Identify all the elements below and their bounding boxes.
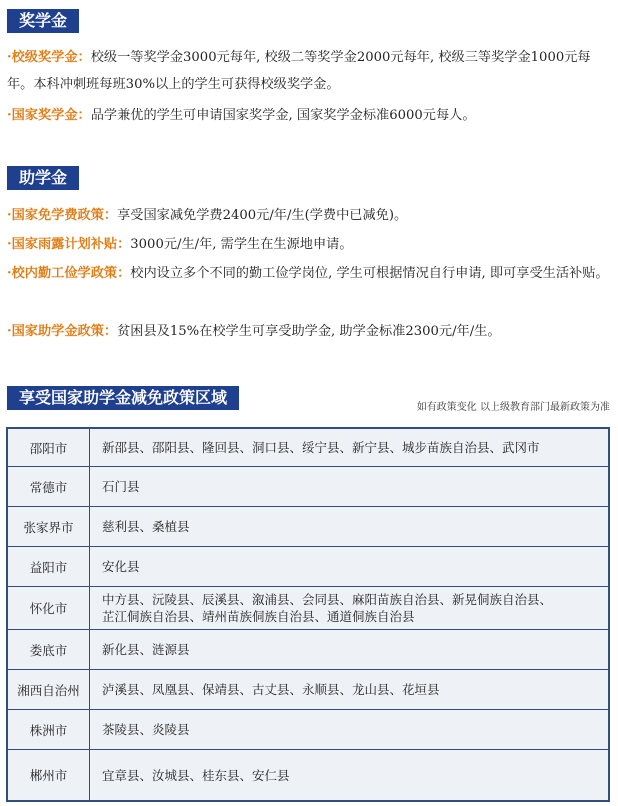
scholarship-item-national [7,102,613,129]
county-cell [90,630,608,669]
county-line: 安化县 [102,559,140,574]
city-cell: 娄底市 [8,630,90,669]
county-cell [90,670,608,709]
table-row [8,710,608,750]
scholarship-item-text: 品学兼优的学生可申请国家奖学金, 国家奖学金标准6000元每人。 [90,108,476,123]
county-cell [90,507,608,546]
scholarship-item-text: 校级一等奖学金3000元每年, 校级二等奖学金2000元每年, 校级三等奖学金1000元每年。本科冲刺班每班30%以上的学生可获得校级奖学金。 [7,50,591,92]
regions-tag: 享受国家助学金减免政策区域 [7,386,239,410]
grant-item-national [7,318,613,345]
county-cell [90,750,608,800]
county-line: 石门县 [102,479,140,494]
grant-item-yulu [7,231,613,258]
scholarship-item-school [7,44,613,98]
grant-item-text: 校内设立多个不同的勤工俭学岗位, 学生可根据情况自行申请, 即可享受生活补贴。 [130,266,609,281]
city-cell: 邵阳市 [8,429,90,466]
grant-item-key: ·国家雨露计划补贴： [7,237,131,252]
county-line: 芷江侗族自治县、靖州苗族侗族自治县、通道侗族自治县 [102,609,415,624]
table-row [8,750,608,800]
table-row [8,507,608,547]
county-line: 泸溪县、凤凰县、保靖县、古丈县、永顺县、龙山县、花垣县 [102,682,440,697]
grant-item-key: ·国家免学费政策： [7,208,118,223]
county-line: 慈利县、桑植县 [102,519,190,534]
table-row [8,547,608,587]
city-cell: 株洲市 [8,710,90,749]
grant-tag: 助学金 [7,166,79,190]
city-cell: 张家界市 [8,507,90,546]
county-line: 中方县、沅陵县、辰溪县、溆浦县、会同县、麻阳苗族自治县、新晃侗族自治县、 [102,592,553,607]
city-cell: 郴州市 [8,750,90,800]
county-line: 新化县、涟源县 [102,642,190,657]
grant-item-workstudy [7,260,613,287]
grant-item-text: 享受国家减免学费2400元/年/生(学费中已减免)。 [117,208,408,223]
city-cell: 常德市 [8,467,90,506]
county-cell [90,429,608,466]
scholarship-item-key: ·校级奖学金： [7,50,91,65]
table-row [8,429,608,467]
table-row [8,670,608,710]
scholarship-tag: 奖学金 [7,9,79,33]
scholarship-item-key: ·国家奖学金： [7,108,91,123]
grant-item-tuition [7,202,613,229]
county-line: 宜章县、汝城县、桂东县、安仁县 [102,767,290,783]
county-line: 新邵县、邵阳县、隆回县、洞口县、绥宁县、新宁县、城步苗族自治县、武冈市 [102,440,540,455]
grant-item-text: 贫困县及15%在校学生可享受助学金, 助学金标准2300元/年/生。 [117,324,501,339]
grant-item-key: ·校内勤工俭学政策： [7,266,131,281]
county-cell [90,467,608,506]
city-cell: 怀化市 [8,587,90,629]
table-row [8,467,608,507]
county-cell [90,710,608,749]
city-cell: 湘西自治州 [8,670,90,709]
city-cell: 益阳市 [8,547,90,586]
table-row [8,587,608,630]
county-cell [90,547,608,586]
county-cell [90,587,608,629]
grant-item-text: 3000元/生/年, 需学生在生源地申请。 [130,237,353,252]
table-row [8,630,608,670]
county-line: 茶陵县、炎陵县 [102,722,190,737]
regions-table [6,427,610,802]
regions-note: 如有政策变化 以上级教育部门最新政策为准 [416,402,610,413]
grant-item-key: ·国家助学金政策： [7,324,118,339]
